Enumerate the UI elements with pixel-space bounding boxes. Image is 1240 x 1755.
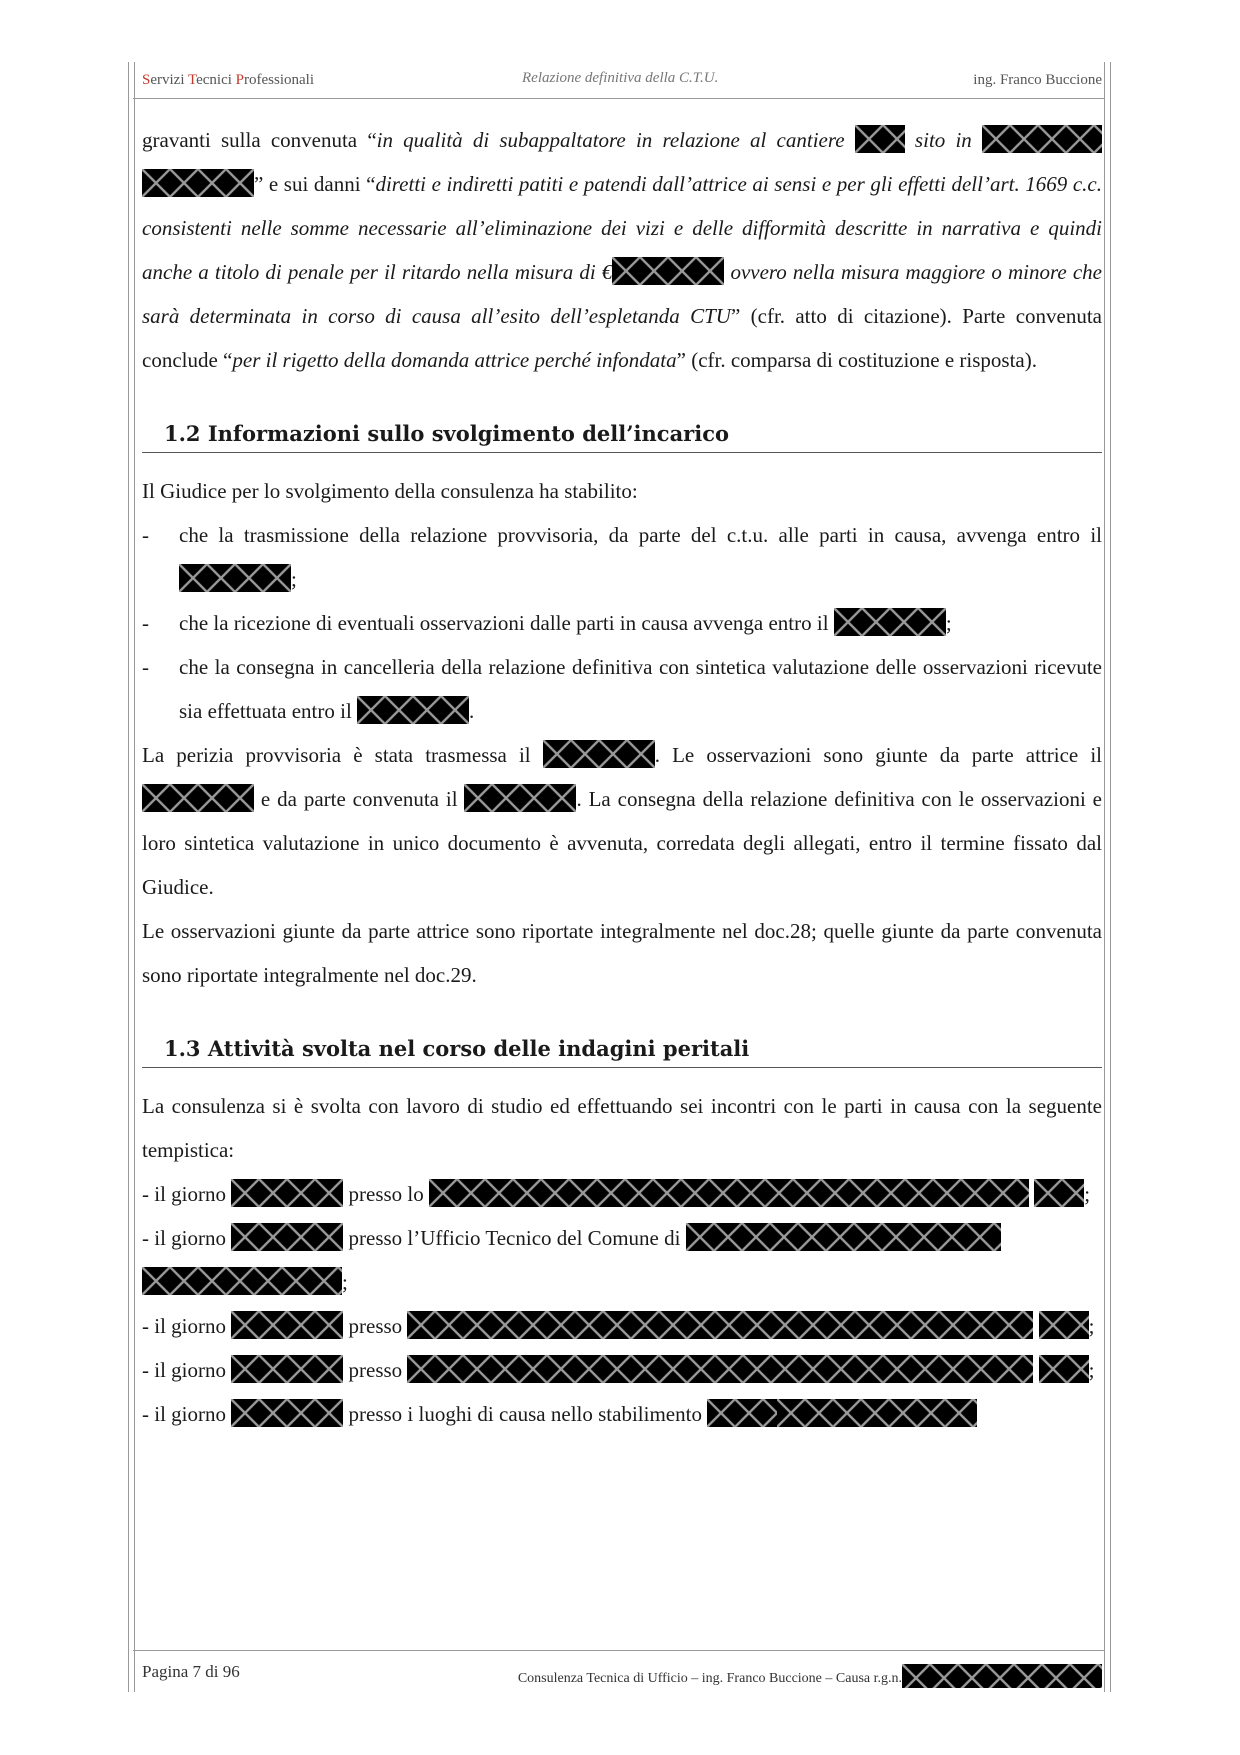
section-heading-1-3: 1.3 Attività svolta nel corso delle indagini peritali <box>142 1031 1102 1068</box>
redacted-block <box>612 257 724 285</box>
redacted-block <box>407 1311 1033 1339</box>
page-border-right <box>1104 62 1111 1692</box>
redacted-block <box>179 564 291 592</box>
redacted-block <box>142 784 254 812</box>
redacted-block <box>777 1399 977 1427</box>
list-item: - il giorno presso i luoghi di causa nello stabilimento <box>142 1392 1102 1436</box>
redacted-block <box>142 1267 342 1295</box>
list-item: - il giorno presso l’Ufficio Tecnico del Comune di ; <box>142 1216 1102 1304</box>
redacted-block <box>464 784 576 812</box>
section-1-2-paragraph: La perizia provvisoria è stata trasmessa il . Le osservazioni sono giunte da parte attrice il e da parte convenuta il . La consegna della relazione definitiva con le osservazioni e loro sintetica valutazione in unico documento è avvenuta, corredata degli allegati, entro il termine fissato dal Giudice. <box>142 733 1102 909</box>
redacted-block <box>1034 1179 1084 1207</box>
intro-paragraph: gravanti sulla convenuta “in qualità di subappaltatore in relazione al cantiere sito in ” e sui danni “diretti e indiretti patiti e patendi dall’attrice ai sensi e per gli effetti dell’art. 1669 c.c. consistenti nelle somme necessarie all’eliminazione dei vizi e delle difformità descritte in narrativa e quindi anche a titolo di penale per il ritardo nella misura di € ovvero nella misura maggiore o minore che sarà determinata in corso di causa all’esito dell’espletanda CTU” (cfr. atto di citazione). Parte convenuta conclude “per il rigetto della domanda attrice perché infondata” (cfr. comparsa di costituzione e risposta). <box>142 118 1102 382</box>
list-item: - il giorno presso ; <box>142 1348 1102 1392</box>
section-1-2-paragraph-2: Le osservazioni giunte da parte attrice sono riportate integralmente nel doc.28; quelle giunte da parte convenuta sono riportate integralmente nel doc.29. <box>142 919 1102 987</box>
redacted-block <box>707 1399 777 1427</box>
redacted-block <box>1039 1355 1089 1383</box>
page-content <box>142 118 1102 1436</box>
redacted-block <box>142 169 254 197</box>
section-heading-1-2: 1.2 Informazioni sullo svolgimento dell’incarico <box>142 416 1102 453</box>
footer-rule <box>133 1650 1104 1651</box>
redacted-block <box>834 608 946 636</box>
redacted-block <box>407 1355 1033 1383</box>
redacted-block <box>543 740 655 768</box>
redacted-block <box>231 1179 343 1207</box>
redacted-block <box>231 1311 343 1339</box>
section-1-3-lead: La consulenza si è svolta con lavoro di studio ed effettuando sei incontri con le parti in causa con la seguente tempistica: <box>142 1094 1102 1162</box>
redacted-block <box>902 1664 1102 1688</box>
list-item: - che la consegna in cancelleria della relazione definitiva con sintetica valutazione delle osservazioni ricevute sia effettuata entro il . <box>142 645 1102 733</box>
redacted-block <box>1039 1311 1089 1339</box>
list-item: - il giorno presso lo ; <box>142 1172 1102 1216</box>
redacted-block <box>231 1355 343 1383</box>
header-author: ing. Franco Buccione <box>973 72 1102 88</box>
redacted-block <box>982 125 1102 153</box>
redacted-block <box>686 1223 1001 1251</box>
page-number: Pagina 7 di 96 <box>142 1662 240 1681</box>
redacted-block <box>357 696 469 724</box>
deadline-list <box>142 513 1102 733</box>
section-1-2-lead: Il Giudice per lo svolgimento della consulenza ha stabilito: <box>142 479 638 503</box>
redacted-block <box>231 1223 343 1251</box>
visit-list <box>142 1172 1102 1436</box>
page-header <box>142 70 1102 92</box>
list-item: - che la ricezione di eventuali osservazioni dalle parti in causa avvenga entro il ; <box>142 601 1102 645</box>
header-rule <box>133 98 1104 99</box>
footer-case-reference: Consulenza Tecnica di Ufficio – ing. Franco Buccione – Causa r.g.n. <box>518 1664 1102 1688</box>
page-border-left <box>128 62 135 1692</box>
page-footer <box>142 1660 1102 1688</box>
redacted-block <box>231 1399 343 1427</box>
header-company: Servizi Tecnici Professionali <box>142 72 314 88</box>
header-document-title: Relazione definitiva della C.T.U. <box>522 70 719 86</box>
list-item: - che la trasmissione della relazione provvisoria, da parte del c.t.u. alle parti in causa, avvenga entro il ; <box>142 513 1102 601</box>
list-item: - il giorno presso ; <box>142 1304 1102 1348</box>
redacted-block <box>855 125 905 153</box>
redacted-block <box>429 1179 1029 1207</box>
